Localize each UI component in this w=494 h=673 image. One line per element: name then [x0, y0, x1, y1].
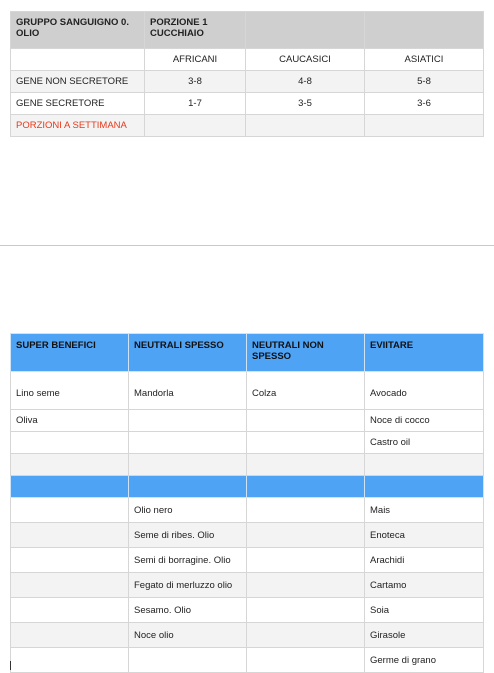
table-cell[interactable]	[247, 432, 365, 454]
table-cell[interactable]	[145, 115, 246, 137]
table-cell[interactable]	[11, 523, 129, 548]
table-cell[interactable]: Sesamo. Olio	[129, 598, 247, 623]
table-row	[11, 432, 484, 454]
table-cell[interactable]	[11, 548, 129, 573]
table-cell[interactable]	[247, 573, 365, 598]
table-cell[interactable]	[11, 573, 129, 598]
table-cell[interactable]	[11, 476, 129, 498]
header-cell[interactable]: NEUTRALI NON SPESSO	[247, 334, 365, 372]
table-cell[interactable]	[129, 410, 247, 432]
table-cell[interactable]	[246, 115, 365, 137]
table-cell[interactable]	[247, 523, 365, 548]
text-cursor	[10, 661, 11, 670]
table-row	[11, 623, 484, 648]
page-divider	[0, 245, 494, 246]
table-row	[11, 498, 484, 523]
table-cell[interactable]	[129, 476, 247, 498]
table-cell[interactable]: 4-8	[246, 71, 365, 93]
table-cell[interactable]: Noce di cocco	[365, 410, 484, 432]
header-cell[interactable]: PORZIONE 1 CUCCHIAIO	[145, 12, 246, 49]
table-row	[11, 372, 484, 410]
table-cell[interactable]	[247, 410, 365, 432]
table-cell[interactable]	[247, 454, 365, 476]
table-cell[interactable]	[365, 476, 484, 498]
table-cell[interactable]: Olio nero	[129, 498, 247, 523]
table-cell[interactable]	[129, 454, 247, 476]
table-row	[11, 49, 484, 71]
table-cell[interactable]: AFRICANI	[145, 49, 246, 71]
table-cell[interactable]	[365, 454, 484, 476]
table-cell[interactable]: Avocado	[365, 372, 484, 410]
table-header-row	[11, 334, 484, 372]
table-row	[11, 573, 484, 598]
table-cell[interactable]: ASIATICI	[365, 49, 484, 71]
table-cell[interactable]: Colza	[247, 372, 365, 410]
header-cell[interactable]: SUPER BENEFICI	[11, 334, 129, 372]
table-cell[interactable]	[129, 432, 247, 454]
table-row	[11, 648, 484, 673]
table-cell[interactable]	[11, 648, 129, 673]
table-row	[11, 115, 484, 137]
table-cell[interactable]: Lino seme	[11, 372, 129, 410]
table-row	[11, 454, 484, 476]
table-row	[11, 598, 484, 623]
table-cell[interactable]	[365, 115, 484, 137]
table-cell[interactable]: Semi di borragine. Olio	[129, 548, 247, 573]
table-cell[interactable]: Oliva	[11, 410, 129, 432]
table-cell[interactable]: Fegato di merluzzo olio	[129, 573, 247, 598]
table-cell[interactable]	[247, 548, 365, 573]
table-cell[interactable]: 3-8	[145, 71, 246, 93]
table-cell[interactable]	[11, 598, 129, 623]
table-cell[interactable]: Cartamo	[365, 573, 484, 598]
table-cell[interactable]	[247, 598, 365, 623]
table-cell[interactable]: Arachidi	[365, 548, 484, 573]
table-cell[interactable]: 5-8	[365, 71, 484, 93]
header-cell[interactable]: NEUTRALI SPESSO	[129, 334, 247, 372]
table-row	[11, 93, 484, 115]
table-cell[interactable]: Germe di grano	[365, 648, 484, 673]
header-cell[interactable]: EVIITARE	[365, 334, 484, 372]
table-row	[11, 548, 484, 573]
table-cell[interactable]	[11, 498, 129, 523]
table-header-row	[11, 12, 484, 49]
table-cell[interactable]	[11, 623, 129, 648]
table-cell[interactable]: Castro oil	[365, 432, 484, 454]
table-cell[interactable]: Girasole	[365, 623, 484, 648]
header-cell[interactable]	[365, 12, 484, 49]
table-cell[interactable]	[11, 49, 145, 71]
table-cell[interactable]	[11, 432, 129, 454]
table-cell[interactable]: Mais	[365, 498, 484, 523]
table-cell[interactable]: 3-5	[246, 93, 365, 115]
table-row	[11, 410, 484, 432]
table-cell[interactable]: 3-6	[365, 93, 484, 115]
table-cell[interactable]: Seme di ribes. Olio	[129, 523, 247, 548]
table-cell[interactable]: Enoteca	[365, 523, 484, 548]
table-cell[interactable]	[247, 623, 365, 648]
table-cell[interactable]: GENE NON SECRETORE	[11, 71, 145, 93]
table-cell[interactable]: Noce olio	[129, 623, 247, 648]
table-cell[interactable]	[11, 454, 129, 476]
table-cell[interactable]: GENE SECRETORE	[11, 93, 145, 115]
table-cell[interactable]: Soia	[365, 598, 484, 623]
table-cell[interactable]: Mandorla	[129, 372, 247, 410]
table-cell[interactable]	[247, 648, 365, 673]
table-cell[interactable]: CAUCASICI	[246, 49, 365, 71]
table-cell[interactable]: PORZIONI A SETTIMANA	[11, 115, 145, 137]
table-row	[11, 71, 484, 93]
table-cell[interactable]	[247, 476, 365, 498]
tabella-oli	[10, 333, 484, 673]
table-row	[11, 523, 484, 548]
table-cell[interactable]	[129, 648, 247, 673]
section-separator-row	[11, 476, 484, 498]
tabella-porzioni	[10, 11, 484, 137]
table-cell[interactable]: 1-7	[145, 93, 246, 115]
table-cell[interactable]	[247, 498, 365, 523]
header-cell[interactable]: GRUPPO SANGUIGNO 0. OLIO	[11, 12, 145, 49]
header-cell[interactable]	[246, 12, 365, 49]
